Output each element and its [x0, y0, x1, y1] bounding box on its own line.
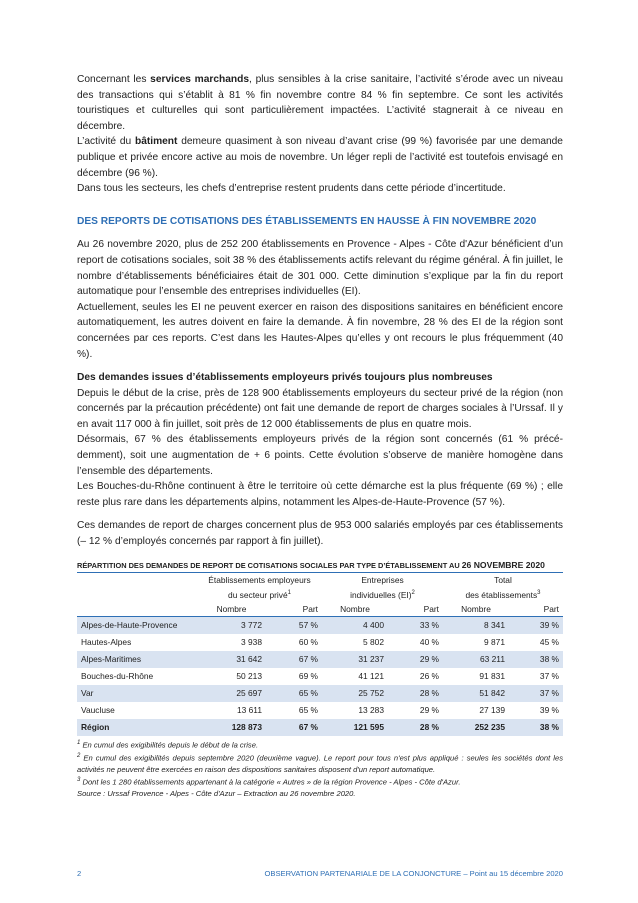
- cell-total-nombre: 8 341: [443, 616, 509, 634]
- cell-ei-part: 29 %: [419, 705, 439, 716]
- note-2: $^2$ En cumul des exigibilités depuis septembre 2020 (deuxième vague). Le report pour tous n'est plus appliqué : seules les sociétés dont les activités ne peuvent être exercées en raison des dispositions sanitaires disposent d'un report automatique.: [77, 752, 563, 774]
- group-total-subheader: des établissements$^3$: [465, 589, 541, 600]
- page-footer: [77, 869, 563, 878]
- cell-total-part: 39 %: [539, 705, 559, 716]
- cell-ei-part: 33 %: [388, 616, 443, 634]
- cell-total-nombre: 252 235: [443, 719, 509, 736]
- row-label: Région: [77, 719, 197, 736]
- cell-total-part: 38 %: [509, 719, 563, 736]
- cell-ei-part: 26 %: [419, 671, 439, 682]
- row-label: Alpes-de-Haute-Provence: [77, 616, 197, 634]
- cell-total-nombre: 9 871: [484, 637, 505, 648]
- cell-total-part: 39 %: [509, 616, 563, 634]
- group-ei-subheader: individuelles (EI)$^2$: [350, 589, 415, 600]
- paragraph-reports: Au 26 novembre 2020, plus de 252 200 établissements en Provence - Alpes - Côte d'Azur bénéficient d’un report de cotisations sociales, soit 38 % des établissements actifs relevant du régime général. À fin juillet, le nombre d’établissements bénéficiaires était de 301 000. Cette diminution s’explique par la fin du report automatique pour l’ensemble des entreprises individuelles (EI).: [77, 239, 563, 298]
- reports-table: [77, 573, 563, 736]
- subheading-employeurs: Des demandes issues d’établissements employeurs privés toujours plus nombreuses: [77, 372, 493, 384]
- cell-employeurs-nombre: 128 873: [197, 719, 266, 736]
- page-number: 2: [77, 869, 82, 878]
- cell-employeurs-part: 65 %: [298, 705, 318, 716]
- group-employeurs-header: Établissements employeurs: [208, 575, 311, 586]
- paragraph-prudence: Dans tous les secteurs, les chefs d’entreprise restent prudents dans cette période d’incertitude.: [77, 183, 506, 195]
- cell-employeurs-nombre: 50 213: [236, 671, 262, 682]
- cell-ei-nombre: 13 283: [358, 705, 384, 716]
- cell-employeurs-nombre: 3 938: [241, 637, 262, 648]
- paragraph-ei: Actuellement, seules les EI ne peuvent exercer en raison des dispositions sanitaires en bénéficient encore automatiquement, les autres doivent en faire la demande. À fin novembre, 28 % des EI de la région sont concernées par ces reports. C’est dans les Hautes-Alpes qu’elles y ont recours le plus fréquemment (40 %).: [77, 301, 563, 360]
- cell-total-nombre: 27 139: [479, 705, 505, 716]
- col-part: Part: [423, 603, 439, 614]
- cell-ei-nombre: 4 400: [322, 616, 388, 634]
- cell-ei-nombre: 31 237: [322, 651, 388, 668]
- row-label: Alpes-Maritimes: [77, 651, 197, 668]
- section-heading: DES REPORTS DE COTISATIONS DES ÉTABLISSEMENTS EN HAUSSE À FIN NOVEMBRE 2020: [77, 215, 537, 227]
- paragraph-desormais: Désormais, 67 % des établissements employeurs privés de la région sont concernés (61 % précé-demment), soit une augmentation de + 6 points. Cette évolution s’observe de manière homogène dans l’ensemble des départements.: [77, 434, 563, 477]
- col-nombre: Nombre: [340, 603, 370, 614]
- row-label: Hautes-Alpes: [81, 637, 132, 648]
- document-body: [77, 72, 563, 800]
- table-row: [77, 685, 563, 702]
- cell-employeurs-part: 69 %: [298, 671, 318, 682]
- cell-employeurs-nombre: 31 642: [197, 651, 266, 668]
- footer-label: OBSERVATION PARTENARIALE DE LA CONJONCTURE – Point au 15 décembre 2020: [264, 869, 563, 878]
- group-ei-header: Entreprises: [361, 575, 404, 586]
- group-employeurs-subheader: du secteur privé$^1$: [228, 589, 291, 600]
- table-row: [77, 616, 563, 634]
- cell-ei-part: 28 %: [388, 685, 443, 702]
- cell-ei-nombre: 41 121: [358, 671, 384, 682]
- cell-ei-part: 40 %: [419, 637, 439, 648]
- paragraph-services: Concernant les services marchands, plus sensibles à la crise sanitaire, l’activité s’érode avec un niveau des transactions qui s’établit à 81 % fin novembre contre 84 % fin septembre. Ce sont les activités touristiques et culturelles qui sont particulièrement impactées. L’activité stagnerait à ce niveau en décembre.: [77, 74, 563, 132]
- cell-ei-nombre: 121 595: [322, 719, 388, 736]
- cell-employeurs-part: 60 %: [298, 637, 318, 648]
- table-row: [77, 668, 563, 685]
- table-title: RÉPARTITION DES DEMANDES DE REPORT DE COTISATIONS SOCIALES PAR TYPE D’ÉTABLISSEMENT AU 26 NOVEMBRE 2020: [77, 560, 563, 573]
- paragraph-employeurs: Depuis le début de la crise, près de 128 900 établissements employeurs du secteur privé de la région (non concernés par la précaution précédente) ont fait une demande de report de charges sociales à l’Urssaf. Il y en avait 117 000 à fin juillet, soit près de 12 000 établissements de plus en quatre mois.: [77, 387, 563, 430]
- cell-employeurs-part: 67 %: [266, 719, 322, 736]
- cell-employeurs-nombre: 3 772: [197, 616, 266, 634]
- cell-total-part: 37 %: [509, 685, 563, 702]
- table-notes: [77, 738, 563, 800]
- cell-total-nombre: 63 211: [443, 651, 509, 668]
- col-part: Part: [543, 603, 559, 614]
- cell-employeurs-part: 57 %: [266, 616, 322, 634]
- col-part: Part: [302, 603, 318, 614]
- cell-ei-nombre: 25 752: [322, 685, 388, 702]
- table-row: [77, 702, 563, 719]
- note-3: $^3$ Dont les 1 280 établissements appartenant à la catégorie « Autres » de la région Provence - Alpes - Côte d'Azur.: [77, 777, 461, 787]
- cell-employeurs-nombre: 25 697: [197, 685, 266, 702]
- cell-total-part: 37 %: [539, 671, 559, 682]
- col-nombre: Nombre: [216, 603, 247, 614]
- cell-total-nombre: 91 831: [479, 671, 505, 682]
- row-label: Vaucluse: [81, 705, 115, 716]
- group-total-header: Total: [494, 575, 512, 586]
- cell-ei-part: 28 %: [388, 719, 443, 736]
- paragraph-bouches-du-rhone: Les Bouches-du-Rhône continuent à être le territoire où cette démarche est la plus fréquente (69 %) ; elle reste plus rare dans les départements alpins, notamment les Alpes-de-Haute-Provence (57 %).: [77, 481, 563, 508]
- note-1: $^1$ En cumul des exigibilités depuis le début de la crise.: [77, 739, 259, 750]
- cell-employeurs-nombre: 13 611: [237, 705, 262, 716]
- paragraph-batiment: L’activité du bâtiment demeure quasiment à son niveau d’avant crise (99 %) favorisée par une demande publique et privée encore active au mois de novembre. Un léger repli de l’activité est toutefois envisagé en décembre (96 %).: [77, 136, 563, 179]
- table-row: [77, 651, 563, 668]
- paragraph-salaries: Ces demandes de report de charges concernent plus de 953 000 salariés employés par ces établissements (– 12 % d’employés concernés par rapport à fin juillet).: [77, 520, 563, 548]
- cell-ei-part: 29 %: [388, 651, 443, 668]
- row-label: Bouches-du-Rhône: [81, 671, 154, 682]
- col-nombre: Nombre: [461, 603, 491, 614]
- source-note: Source : Urssaf Provence - Alpes - Côte d'Azur – Extraction au 26 novembre 2020.: [77, 789, 356, 799]
- cell-employeurs-part: 67 %: [266, 651, 322, 668]
- cell-total-part: 38 %: [509, 651, 563, 668]
- row-label: Var: [77, 685, 197, 702]
- cell-ei-nombre: 5 802: [363, 637, 384, 648]
- cell-total-nombre: 51 842: [443, 685, 509, 702]
- table-row: [77, 719, 563, 736]
- table-row: [77, 634, 563, 651]
- cell-total-part: 45 %: [539, 637, 559, 648]
- cell-employeurs-part: 65 %: [266, 685, 322, 702]
